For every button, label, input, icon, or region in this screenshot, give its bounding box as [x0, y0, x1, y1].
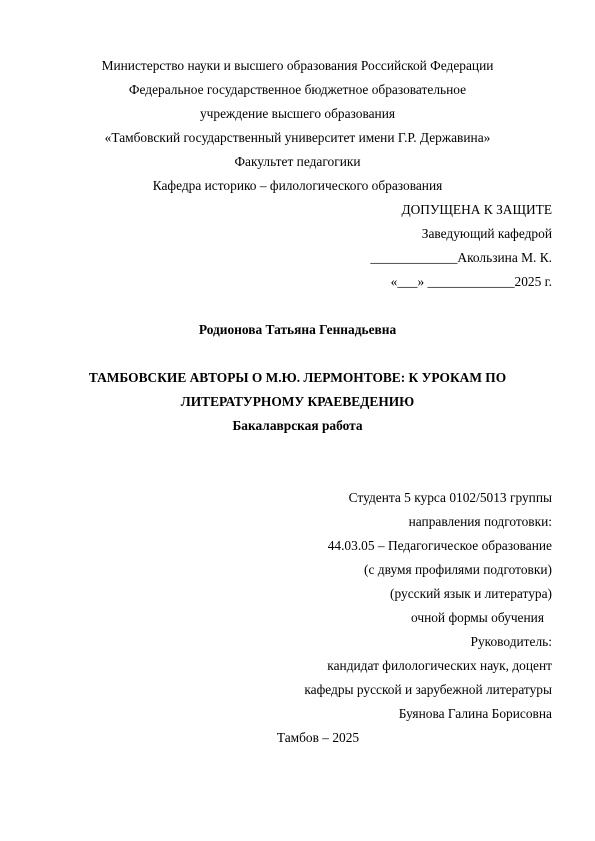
supervisor-name: Буянова Галина Борисовна: [398, 706, 552, 721]
thesis-title-line-2: ЛИТЕРАТУРНОМУ КРАЕВЕДЕНИЮ: [180, 394, 415, 409]
ministry-line: Министерство науки и высшего образования Российской Федерации: [101, 58, 494, 73]
city-year: Тамбов – 2025: [276, 730, 360, 745]
head-of-department-title: Заведующий кафедрой: [421, 226, 552, 241]
institution-type-line-1: Федеральное государственное бюджетное образовательное: [128, 82, 467, 97]
student-info-line-1: Студента 5 курса 0102/5013 группы: [348, 490, 552, 505]
work-type: Бакалаврская работа: [232, 418, 363, 433]
thesis-title-line-1: ТАМБОВСКИЕ АВТОРЫ О М.Ю. ЛЕРМОНТОВЕ: К УРОКАМ ПО: [88, 370, 507, 385]
supervisor-department: кафедры русской и зарубежной литературы: [304, 682, 552, 697]
department-name: Кафедра историко – филологического образования: [152, 178, 443, 193]
student-info-line-2: направления подготовки:: [408, 514, 552, 529]
student-info-line-4: (с двумя профилями подготовки): [364, 562, 552, 577]
head-signature-line: _____________Акользина М. К.: [370, 250, 552, 265]
institution-type-line-2: учреждение высшего образования: [199, 106, 396, 121]
faculty-name: Факультет педагогики: [234, 154, 361, 169]
supervisor-degree: кандидат филологических наук, доцент: [327, 658, 552, 673]
author-name: Родионова Татьяна Геннадьевна: [198, 322, 397, 337]
supervisor-label: Руководитель:: [470, 634, 552, 649]
student-info-line-6: очной формы обучения: [410, 610, 544, 625]
university-name: «Тамбовский государственный университет имени Г.Р. Державина»: [104, 130, 491, 145]
student-info-line-5: (русский язык и литература): [390, 586, 552, 601]
approval-date-line: «___» _____________2025 г.: [390, 274, 552, 289]
student-info-line-3: 44.03.05 – Педагогическое образование: [327, 538, 552, 553]
admitted-to-defense: ДОПУЩЕНА К ЗАЩИТЕ: [401, 202, 552, 217]
